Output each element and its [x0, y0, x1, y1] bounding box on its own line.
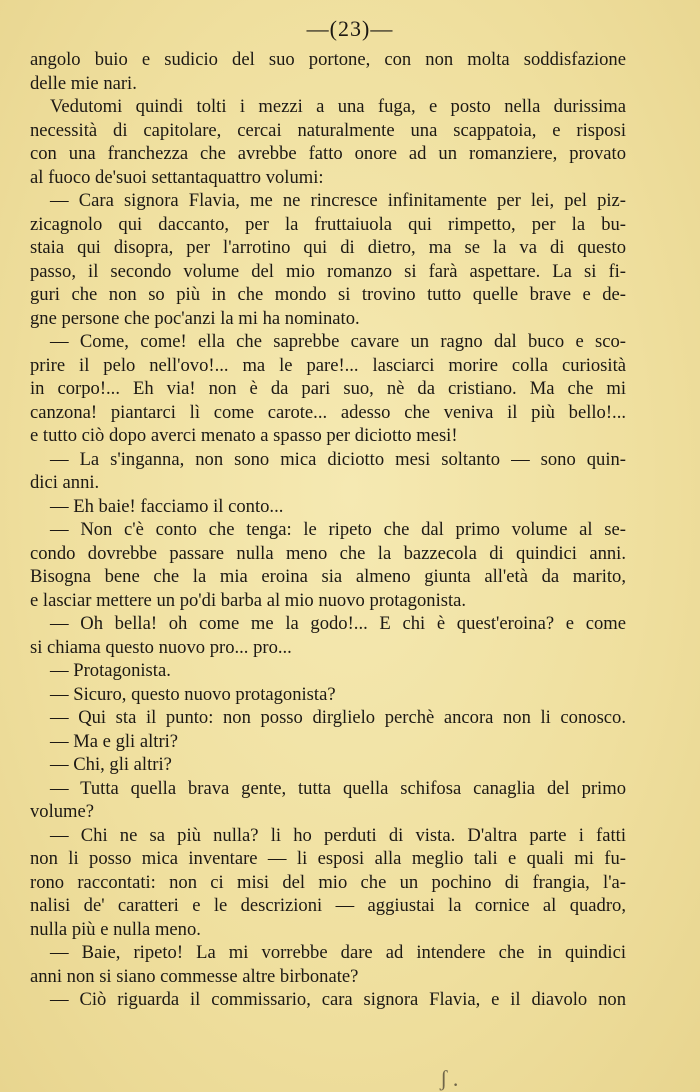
text-line: canzona! piantarci lì come carote... adesso che veniva il più bello!... — [30, 401, 626, 423]
text-line: e tutto ciò dopo averci menato a spasso per diciotto mesi! — [30, 425, 458, 446]
text-line: condo dovrebbe passare nulla meno che la bazzecola di quindici anni. — [30, 542, 626, 564]
text-line: — Chi ne sa più nulla? li ho perduti di vista. D'altra parte i fatti — [50, 824, 626, 846]
text-line: — Qui sta il punto: non posso dirglielo perchè ancora non li conosco. — [50, 707, 626, 728]
text-line: nulla più e nulla meno. — [30, 918, 201, 940]
text-line: e lasciar mettere un po'di barba al mio nuovo protagonista. — [30, 589, 467, 611]
text-line: guri che non so più in che mondo si trovino tutto quelle brave e de- — [30, 284, 626, 305]
text-line: — Oh bella! oh come me la godo!... E chi è quest'eroina? e come — [50, 613, 626, 634]
stray-ink-mark: ʃ . — [440, 1066, 459, 1091]
text-line: volume? — [30, 801, 95, 822]
text-line: prire il pelo nell'ovo!... ma le pare!... lasciarci morire colla curiosità — [30, 354, 626, 376]
text-line: — Ma e gli altri? — [50, 730, 179, 752]
text-line: — Chi, gli altri? — [50, 754, 172, 775]
text-line: staia qui disopra, per l'arrotino qui di dietro, ma se la va di questo — [30, 237, 626, 258]
text-line: — La s'inganna, non sono mica diciotto mesi soltanto — sono quin- — [50, 448, 626, 470]
text-line: — Sicuro, questo nuovo protagonista? — [50, 683, 336, 705]
text-line: necessità di capitolare, cercai naturalmente una scappatoia, e risposi — [30, 119, 626, 141]
text-line: rono raccontati: non ci misi del mio che un pochino di frangia, l'a- — [30, 871, 626, 893]
text-line: Bisogna bene che la mia eroina sia almeno giunta all'età da marito, — [30, 566, 626, 587]
page-text — [30, 48, 626, 1012]
text-line: nalisi de' caratteri e le descrizioni — aggiustai la cornice al quadro, — [30, 895, 626, 916]
text-line: dici anni. — [30, 472, 100, 493]
text-line: si chiama questo nuovo pro... pro... — [30, 636, 292, 658]
text-line: delle mie nari. — [30, 72, 137, 94]
page-number: —(23)— — [306, 16, 394, 41]
text-line: angolo buio e sudicio del suo portone, con non molta soddisfazione — [30, 49, 626, 70]
text-line: zicagnolo qui daccanto, per la fruttaiuola qui rimpetto, per la bu- — [30, 213, 626, 235]
text-line: — Tutta quella brava gente, tutta quella schifosa canaglia del primo — [50, 777, 626, 799]
text-line: anni non si siano commesse altre birbonate? — [30, 965, 359, 987]
text-line: — Protagonista. — [50, 660, 171, 681]
text-line: con una franchezza che avrebbe fatto onore ad un romanziere, provato — [30, 143, 626, 164]
text-line: — Ciò riguarda il commissario, cara signora Flavia, e il diavolo non — [50, 989, 626, 1010]
text-line: — Cara signora Flavia, me ne rincresce infinitamente per lei, pel piz- — [50, 190, 626, 211]
text-line: Vedutomi quindi tolti i mezzi a una fuga, e posto nella durissima — [50, 96, 626, 117]
text-line: — Baie, ripeto! La mi vorrebbe dare ad intendere che in quindici — [50, 942, 626, 963]
text-line: — Eh baie! facciamo il conto... — [50, 495, 284, 517]
text-line: — Non c'è conto che tenga: le ripeto che dal primo volume al se- — [50, 519, 626, 540]
text-line: gne persone che poc'anzi la mi ha nominato. — [30, 307, 360, 329]
text-line: al fuoco de'suoi settantaquattro volumi: — [30, 166, 324, 188]
text-line: non li posso mica inventare — li esposi alla meglio tali e quali mi fu- — [30, 848, 626, 869]
text-line: in corpo!... Eh via! non è da pari suo, nè da cristiano. Ma che mi — [30, 378, 626, 399]
text-line: — Come, come! ella che saprebbe cavare un ragno dal buco e sco- — [50, 331, 626, 352]
text-line: passo, il secondo volume del mio romanzo si farà aspettare. La si fi- — [30, 260, 626, 282]
